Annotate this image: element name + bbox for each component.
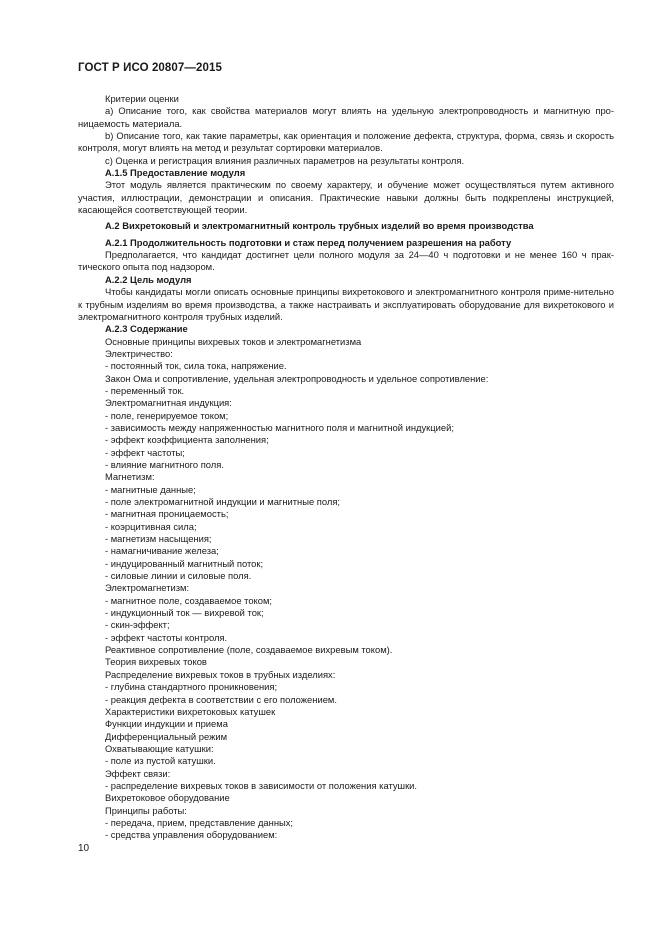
list-item: - скин-эффект; (105, 619, 170, 631)
list-item: - коэрцитивная сила; (105, 520, 197, 532)
paragraph: Функции индукции и приема (105, 718, 228, 730)
paragraph: Дифференциальный режим (105, 730, 228, 742)
list-item: - переменный ток. (105, 384, 185, 396)
list-item: - магнитное поле, создаваемое током; (105, 594, 273, 606)
list-item: - распределение вихревых токов в зависимости от положения катушки. (105, 779, 418, 791)
list-item: - эффект коэффициента заполнения; (105, 434, 269, 446)
paragraph: Магнетизм: (105, 471, 155, 483)
paragraph: Охватывающие катушки: (105, 742, 214, 754)
section-heading: А.1.5 Предоставление модуля (105, 167, 246, 179)
paragraph: Закон Ома и сопротивление, удельная электропроводность и удельное сопротивление: (105, 372, 489, 384)
document-header: ГОСТ Р ИСО 20807—2015 (78, 62, 223, 74)
section-heading: А.2.1 Продолжительность подготовки и стаж перед получением разрешения на работу (105, 236, 512, 248)
list-item: - поле из пустой катушки. (105, 755, 216, 767)
paragraph: Характеристики вихретоковых катушек (105, 705, 276, 717)
list-item: - индуцированный магнитный поток; (105, 557, 264, 569)
list-item: - индукционный ток — вихревой ток; (105, 607, 264, 619)
paragraph: Вихретоковое оборудование (105, 792, 230, 804)
list-item: - глубина стандартного проникновения; (105, 681, 278, 693)
paragraph: Критерии оценки (105, 93, 179, 104)
paragraph: Распределение вихревых токов в трубных изделиях: (105, 668, 336, 680)
section-heading: А.2.2 Цель модуля (105, 273, 192, 285)
section-heading: А.2 Вихретоковый и электромагнитный контроль трубных изделий во время производства (105, 220, 534, 232)
paragraph: Электромагнитная индукция: (105, 397, 232, 409)
list-item: - средства управления оборудованием: (105, 829, 278, 841)
paragraph: Этот модуль является практическим по своему характеру, и обучение может осуществляться путем активного участия, иллюстрации, демонстрации и описания. Практические навыки должны быть подкреплены инструкцией, касающейся соответствующей теории. (78, 179, 614, 216)
list-item: - магнитная проницаемость; (105, 508, 229, 520)
list-item: - реакция дефекта в соответствии с его положением. (105, 693, 337, 705)
list-item: - влияние магнитного поля. (105, 458, 224, 470)
document-body (78, 93, 614, 842)
list-item: - передача, прием, представление данных; (105, 816, 294, 828)
list-item: - зависимость между напряженностью магнитного поля и магнитной индукцией; (105, 421, 454, 433)
list-item: - поле, генерируемое током; (105, 409, 229, 421)
page-number: 10 (78, 843, 90, 854)
list-item: - магнитные данные; (105, 483, 196, 495)
list-item: - поле электромагнитной индукции и магнитные поля; (105, 496, 341, 507)
paragraph: с) Оценка и регистрация влияния различных параметров на результаты контроля. (105, 154, 465, 166)
paragraph: Принципы работы: (105, 804, 187, 816)
paragraph: Предполагается, что кандидат достигнет цели полного модуля за 24—40 ч подготовки и не менее 160 ч прак-тического опыта под надзором. (78, 249, 614, 273)
paragraph: Основные принципы вихревых токов и электромагнетизма (105, 335, 362, 347)
paragraph: а) Описание того, как свойства материалов могут влиять на удельную электропроводность и магнитную про-ницаемость материала. (78, 105, 614, 129)
list-item: - эффект частоты; (105, 446, 185, 458)
list-item: - эффект частоты контроля. (105, 631, 228, 643)
paragraph: Электромагнетизм: (105, 582, 190, 594)
list-item: - силовые линии и силовые поля. (105, 570, 252, 582)
list-item: - магнетизм насыщения; (105, 533, 212, 545)
paragraph: Эффект связи: (105, 767, 171, 779)
section-heading: А.2.3 Содержание (105, 323, 188, 335)
paragraph: Реактивное сопротивление (поле, создаваемое вихревым током). (105, 644, 393, 656)
paragraph: b) Описание того, как такие параметры, как ориентация и положение дефекта, структура, форма, связь и скорость контроля, могут влиять на метод и результат сортировки материалов. (78, 130, 614, 154)
paragraph: Электричество: (105, 347, 173, 359)
paragraph: Теория вихревых токов (105, 656, 207, 668)
paragraph: Чтобы кандидаты могли описать основные принципы вихретокового и электромагнитного контроля приме-нительно к трубным изделиям во время производства, а также настраивать и эксплуатировать оборудование для вихретокового и электромагнитного контроля трубных изделий. (78, 286, 614, 322)
list-item: - постоянный ток, сила тока, напряжение. (105, 360, 287, 372)
list-item: - намагничивание железа; (105, 545, 219, 557)
